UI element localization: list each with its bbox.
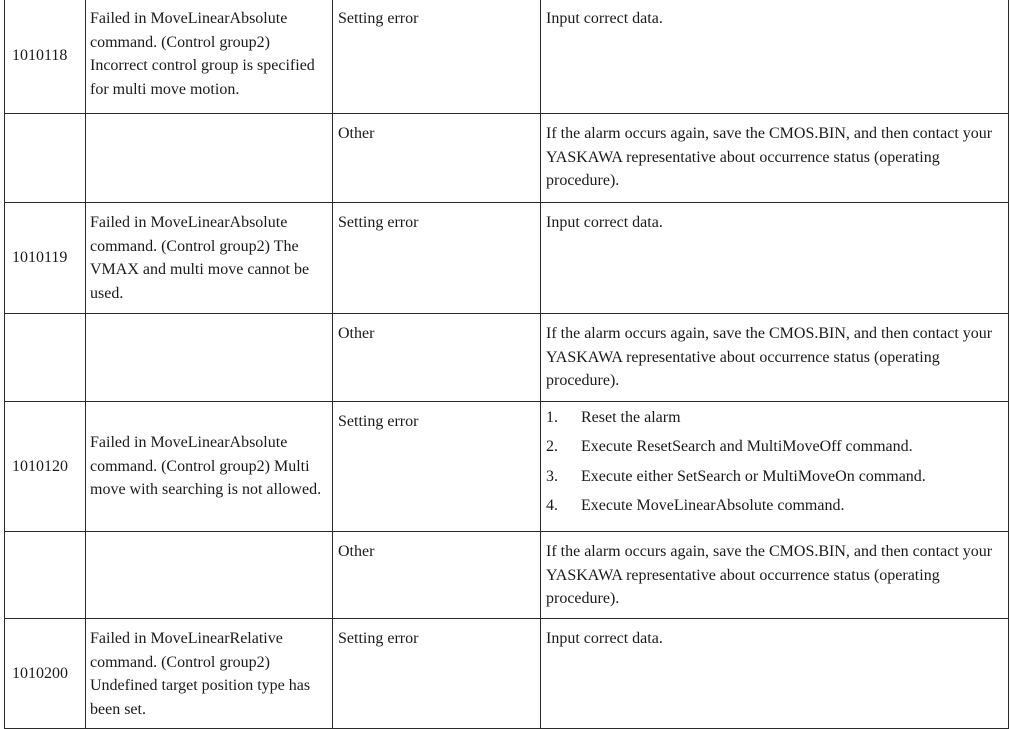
step-number: 3. xyxy=(546,467,558,485)
error-category: Setting error xyxy=(333,402,541,532)
alarm-table xyxy=(4,0,1009,729)
table-row xyxy=(5,314,1009,402)
error-category: Setting error xyxy=(333,203,541,314)
step-text: Execute ResetSearch and MultiMoveOff command. xyxy=(581,438,913,456)
list-item xyxy=(546,439,1004,468)
solution-text: If the alarm occurs again, save the CMOS.BIN, and then contact your YASKAWA representative about occurrence status (operating procedure). xyxy=(541,532,1009,619)
error-category: Other xyxy=(333,314,541,402)
alarm-code xyxy=(5,114,86,203)
alarm-code: 1010120 xyxy=(5,402,86,532)
table-row xyxy=(5,114,1009,203)
solution-text: Input correct data. xyxy=(541,0,1009,114)
error-category: Setting error xyxy=(333,0,541,114)
list-item xyxy=(546,498,1004,527)
error-category: Other xyxy=(333,114,541,203)
steps-list xyxy=(546,410,1004,528)
list-item xyxy=(546,469,1004,498)
table-row xyxy=(5,203,1009,314)
table-row xyxy=(5,532,1009,619)
alarm-cause: Failed in MoveLinearAbsolute command. (Control group2) The VMAX and multi move cannot be used. xyxy=(86,203,333,314)
table-row xyxy=(5,0,1009,114)
solution-text: If the alarm occurs again, save the CMOS.BIN, and then contact your YASKAWA representative about occurrence status (operating procedure). xyxy=(541,314,1009,402)
alarm-code xyxy=(5,532,86,619)
step-number: 2. xyxy=(546,438,558,456)
alarm-code: 1010119 xyxy=(5,203,86,314)
step-text: Execute MoveLinearAbsolute command. xyxy=(581,497,845,515)
alarm-code xyxy=(5,314,86,402)
alarm-cause xyxy=(86,114,333,203)
alarm-code: 1010118 xyxy=(5,0,86,114)
solution-text: Input correct data. xyxy=(541,619,1009,729)
alarm-cause xyxy=(86,532,333,619)
error-category: Setting error xyxy=(333,619,541,729)
solution-text: If the alarm occurs again, save the CMOS.BIN, and then contact your YASKAWA representative about occurrence status (operating procedure). xyxy=(541,114,1009,203)
alarm-cause xyxy=(86,314,333,402)
alarm-code: 1010200 xyxy=(5,619,86,729)
error-category: Other xyxy=(333,532,541,619)
alarm-cause: Failed in MoveLinearAbsolute command. (Control group2) Multi move with searching is not allowed. xyxy=(86,402,333,532)
list-item xyxy=(546,410,1004,439)
step-number: 4. xyxy=(546,497,558,515)
alarm-cause: Failed in MoveLinearAbsolute command. (Control group2) Incorrect control group is specified for multi move motion. xyxy=(86,0,333,114)
step-text: Execute either SetSearch or MultiMoveOn command. xyxy=(581,467,926,485)
table-row xyxy=(5,402,1009,532)
step-text: Reset the alarm xyxy=(581,409,681,426)
solution-text: Input correct data. xyxy=(541,203,1009,314)
alarm-cause: Failed in MoveLinearRelative command. (Control group2) Undefined target position type has been set. xyxy=(86,619,333,729)
solution-steps xyxy=(541,402,1009,532)
step-number: 1. xyxy=(546,409,558,426)
